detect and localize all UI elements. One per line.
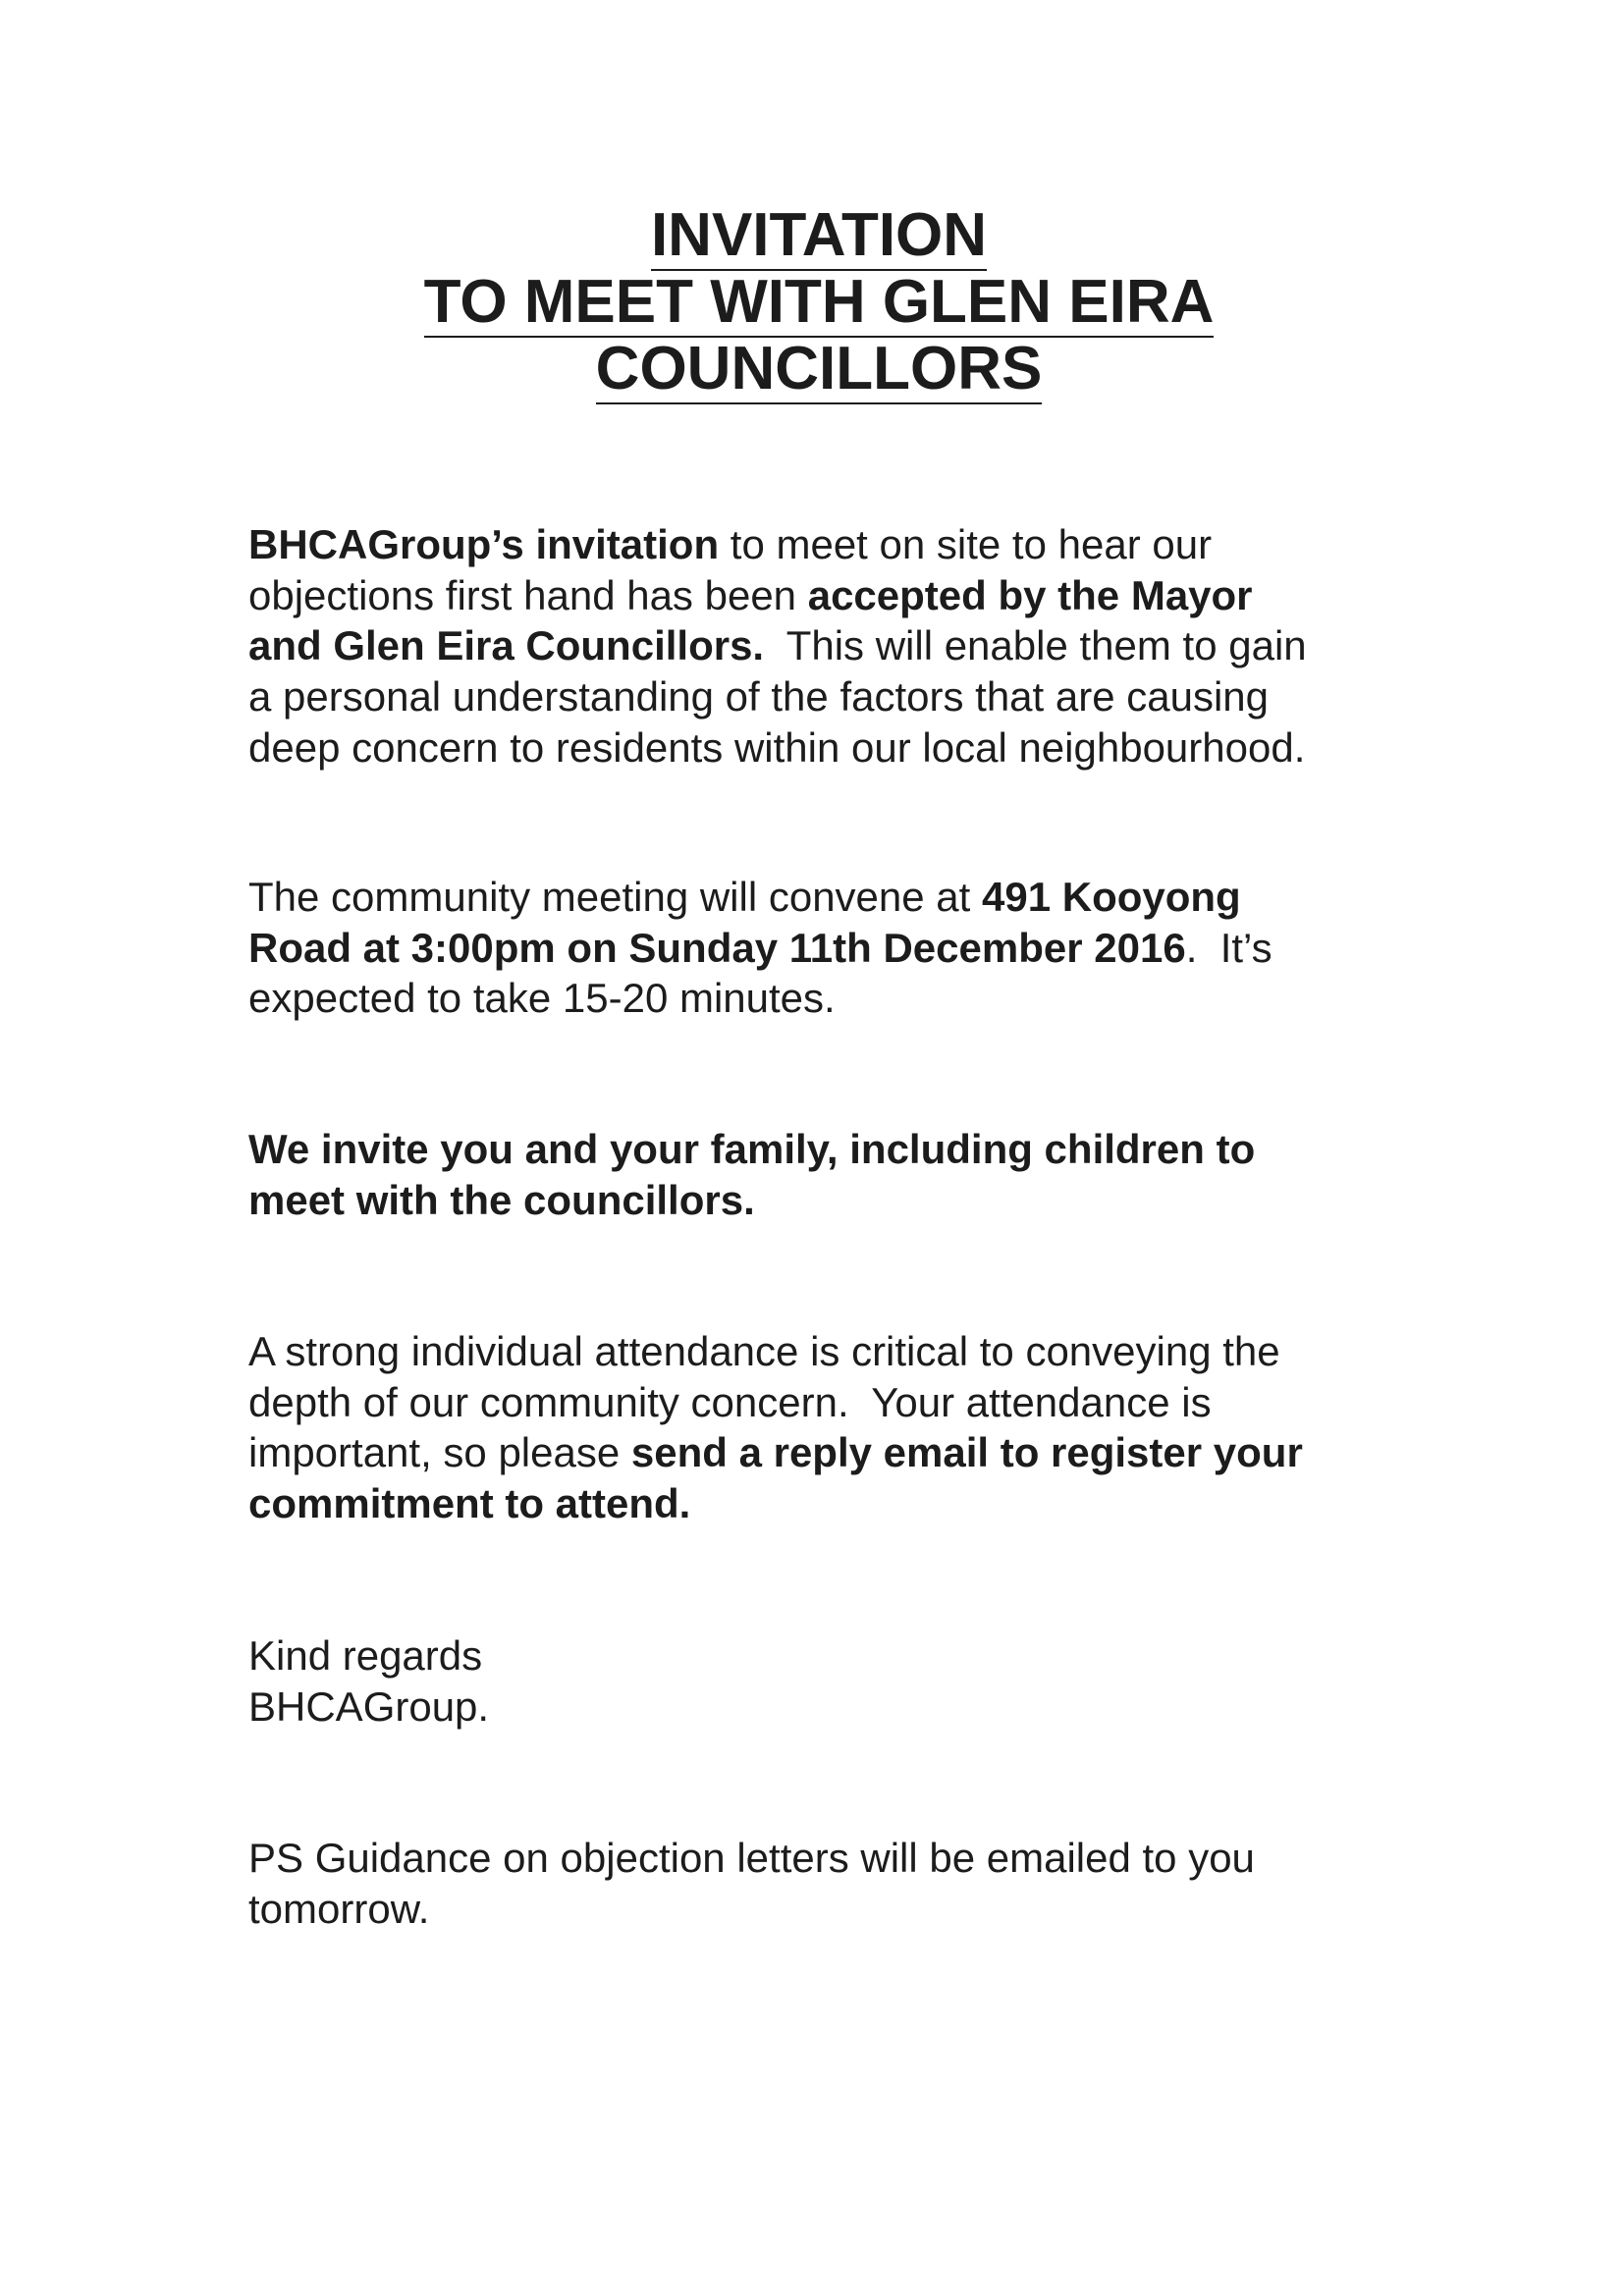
body-text: depth of our community concern. Your attendance is — [248, 1378, 1212, 1425]
body-text: objections first hand has been — [248, 571, 808, 618]
bold-text: send a reply email to register your — [630, 1429, 1303, 1476]
signoff — [248, 1630, 1476, 1732]
body-text: important, so please — [248, 1429, 631, 1476]
postscript — [248, 1833, 1476, 1934]
closing-text: Kind regards — [248, 1632, 483, 1679]
body-text: . It’s — [1185, 924, 1272, 971]
body-text: a personal understanding of the factors that are causing — [248, 673, 1270, 721]
paragraph-invitation-accepted — [248, 519, 1476, 774]
title-line-1: INVITATION — [650, 201, 988, 269]
body-text: to meet on site to hear our — [719, 521, 1213, 567]
body-text: deep concern to residents within our local neighbourhood. — [248, 723, 1306, 771]
title-line-2: TO MEET WITH GLEN EIRA — [423, 268, 1215, 336]
bold-text: accepted by the Mayor — [807, 571, 1253, 618]
body-text: This will enable them to gain — [764, 622, 1307, 669]
title-line-3: COUNCILLORS — [595, 335, 1043, 402]
paragraph-attendance-request — [248, 1326, 1476, 1529]
body-text: tomorrow. — [248, 1885, 430, 1932]
bold-text: meet with the councillors. — [248, 1176, 755, 1223]
paragraph-meeting-details — [248, 872, 1476, 1024]
meeting-duration: expected to take 15-20 minutes. — [248, 975, 836, 1022]
meeting-datetime: Road at 3:00pm on Sunday 11th December 2016 — [248, 924, 1186, 971]
signature-text: BHCAGroup. — [248, 1682, 490, 1730]
bold-text: commitment to attend. — [248, 1480, 691, 1527]
invitation-title — [0, 202, 1624, 402]
paragraph-family-invite — [248, 1124, 1476, 1225]
body-text: The community meeting will convene at — [248, 874, 982, 920]
bold-text: We invite you and your family, including children to — [248, 1126, 1256, 1172]
bold-text: and Glen Eira Councillors. — [248, 622, 765, 669]
meeting-address: 491 Kooyong — [982, 874, 1241, 920]
body-text: A strong individual attendance is critical to conveying the — [248, 1328, 1280, 1374]
bold-text: BHCAGroup’s invitation — [248, 521, 720, 567]
body-text: PS Guidance on objection letters will be emailed to you — [248, 1835, 1255, 1881]
